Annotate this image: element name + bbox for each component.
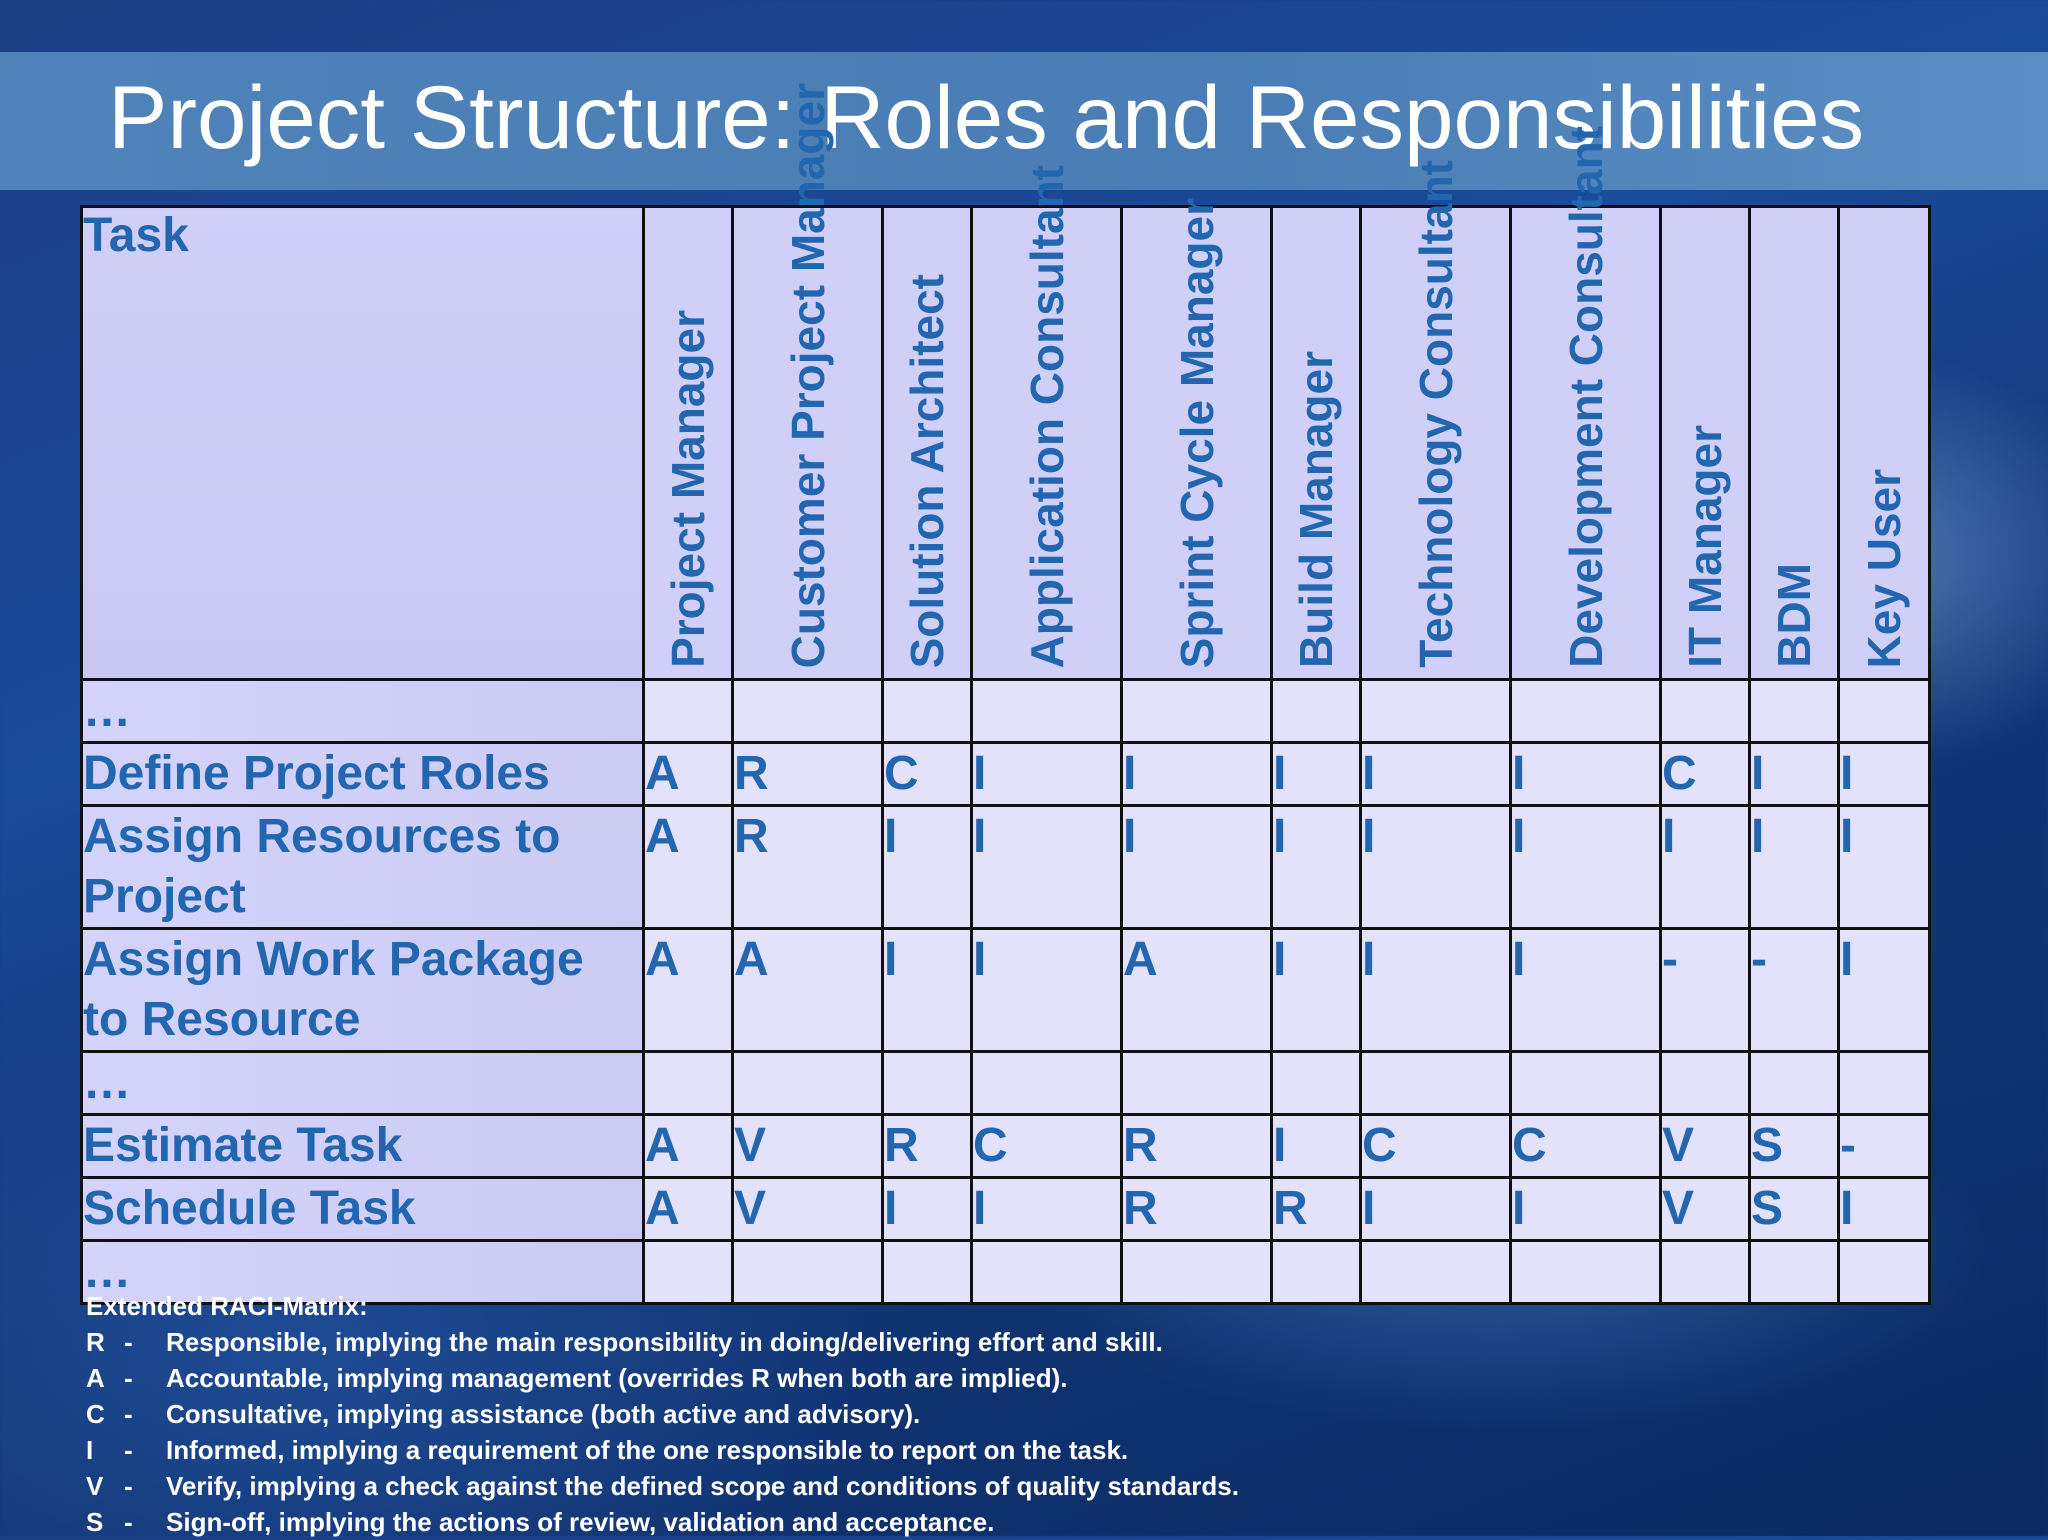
raci-cell: V	[1661, 1115, 1750, 1178]
raci-cell: I	[1122, 806, 1272, 929]
raci-cell: A	[644, 743, 733, 806]
raci-cell	[1361, 680, 1511, 743]
raci-cell	[1839, 1241, 1930, 1304]
raci-cell	[1750, 1052, 1839, 1115]
slide-title: Project Structure: Roles and Responsibilities	[108, 67, 1865, 167]
raci-cell: A	[644, 1115, 733, 1178]
legend-lines	[86, 1324, 1239, 1540]
raci-cell: I	[1839, 743, 1930, 806]
legend-code: R	[86, 1327, 105, 1357]
role-header-solution-architect: Solution Architect	[883, 207, 972, 680]
legend-dash: -	[124, 1435, 133, 1465]
raci-cell: R	[733, 806, 883, 929]
table-row	[82, 1052, 1930, 1115]
raci-cell: C	[1511, 1115, 1661, 1178]
raci-cell: I	[1511, 743, 1661, 806]
raci-cell: C	[883, 743, 972, 806]
raci-cell	[1511, 680, 1661, 743]
role-header-build-manager: Build Manager	[1272, 207, 1361, 680]
raci-cell: I	[972, 806, 1122, 929]
raci-cell: I	[1272, 929, 1361, 1052]
raci-cell: -	[1750, 929, 1839, 1052]
raci-cell	[1122, 680, 1272, 743]
table-row	[82, 680, 1930, 743]
role-header-it-manager: IT Manager	[1661, 207, 1750, 680]
task-name-cell: Assign Resources to Project	[82, 806, 644, 929]
table-row	[82, 743, 1930, 806]
legend-text: Accountable, implying management (overrides R when both are implied).	[166, 1363, 1068, 1393]
matrix-body	[82, 680, 1930, 1304]
raci-cell: R	[1272, 1178, 1361, 1241]
raci-cell	[883, 680, 972, 743]
role-header-sprint-cycle-manager: Sprint Cycle Manager	[1122, 207, 1272, 680]
raci-cell	[1661, 1241, 1750, 1304]
legend-code: A	[86, 1363, 105, 1393]
raci-cell: I	[1661, 806, 1750, 929]
table-row	[82, 929, 1930, 1052]
raci-cell: I	[1750, 743, 1839, 806]
raci-cell: C	[972, 1115, 1122, 1178]
raci-cell: I	[1272, 806, 1361, 929]
raci-cell	[972, 1052, 1122, 1115]
legend-heading: Extended RACI-Matrix:	[86, 1291, 368, 1321]
raci-cell	[883, 1052, 972, 1115]
legend-dash: -	[124, 1399, 133, 1429]
raci-cell	[1839, 680, 1930, 743]
raci-cell	[733, 1052, 883, 1115]
raci-cell	[644, 680, 733, 743]
raci-cell: S	[1750, 1115, 1839, 1178]
raci-cell	[1661, 680, 1750, 743]
table-row	[82, 806, 1930, 929]
raci-cell: I	[972, 743, 1122, 806]
legend-code: S	[86, 1507, 104, 1537]
raci-cell: -	[1661, 929, 1750, 1052]
raci-cell: I	[1272, 1115, 1361, 1178]
role-header-bdm: BDM	[1750, 207, 1839, 680]
raci-cell: I	[1750, 806, 1839, 929]
raci-cell: R	[883, 1115, 972, 1178]
role-header-technology-consultant: Technology Consultant	[1361, 207, 1511, 680]
raci-cell	[1750, 1241, 1839, 1304]
raci-cell: R	[1122, 1178, 1272, 1241]
raci-cell	[733, 680, 883, 743]
raci-cell	[972, 680, 1122, 743]
raci-cell: I	[1122, 743, 1272, 806]
task-name-cell: Estimate Task	[82, 1115, 644, 1178]
task-name-cell: Assign Work Package to Resource	[82, 929, 644, 1052]
raci-cell: I	[1511, 1178, 1661, 1241]
legend-code: C	[86, 1399, 105, 1429]
role-header-application-consultant: Application Consultant	[972, 207, 1122, 680]
legend-code: I	[86, 1435, 94, 1465]
raci-cell: V	[1661, 1178, 1750, 1241]
raci-cell: R	[1122, 1115, 1272, 1178]
raci-cell: C	[1661, 743, 1750, 806]
raci-cell: I	[1361, 743, 1511, 806]
task-name-cell: …	[82, 680, 644, 743]
legend-dash: -	[124, 1363, 133, 1393]
task-name-cell: …	[82, 1052, 644, 1115]
legend-code: V	[86, 1471, 104, 1501]
raci-cell: I	[1839, 806, 1930, 929]
legend-text: Verify, implying a check against the defined scope and conditions of quality standards.	[166, 1471, 1239, 1501]
raci-cell	[1750, 680, 1839, 743]
raci-cell: I	[1511, 806, 1661, 929]
legend-item	[86, 1432, 1239, 1468]
raci-legend	[86, 1288, 1239, 1540]
raci-cell: I	[1272, 743, 1361, 806]
raci-cell: C	[1361, 1115, 1511, 1178]
raci-cell: S	[1750, 1178, 1839, 1241]
legend-item	[86, 1504, 1239, 1540]
raci-cell: I	[1839, 929, 1930, 1052]
raci-cell: I	[1361, 929, 1511, 1052]
legend-text: Informed, implying a requirement of the one responsible to report on the task.	[166, 1435, 1129, 1465]
raci-cell	[1511, 1052, 1661, 1115]
raci-cell: A	[733, 929, 883, 1052]
legend-text: Sign-off, implying the actions of review, validation and acceptance.	[166, 1507, 995, 1537]
raci-cell	[1272, 1052, 1361, 1115]
raci-cell: I	[972, 929, 1122, 1052]
raci-cell	[1661, 1052, 1750, 1115]
raci-cell: I	[1361, 806, 1511, 929]
role-header-key-user: Key User	[1839, 207, 1930, 680]
raci-cell	[1839, 1052, 1930, 1115]
raci-cell: V	[733, 1178, 883, 1241]
raci-cell	[1122, 1052, 1272, 1115]
raci-cell: I	[883, 806, 972, 929]
task-name-cell: …	[82, 1241, 644, 1304]
raci-cell: I	[883, 929, 972, 1052]
raci-cell: A	[1122, 929, 1272, 1052]
legend-dash: -	[124, 1507, 133, 1537]
legend-item	[86, 1396, 1239, 1432]
raci-cell: -	[1839, 1115, 1930, 1178]
raci-cell	[1272, 680, 1361, 743]
task-name-cell: Schedule Task	[82, 1178, 644, 1241]
raci-cell: I	[1511, 929, 1661, 1052]
legend-dash: -	[124, 1327, 133, 1357]
table-row	[82, 1115, 1930, 1178]
task-name-cell: Define Project Roles	[82, 743, 644, 806]
role-header-customer-project-manager: Customer Project Manager	[733, 207, 883, 680]
raci-cell: I	[1361, 1178, 1511, 1241]
table-row	[82, 1178, 1930, 1241]
legend-dash: -	[124, 1471, 133, 1501]
legend-item	[86, 1360, 1239, 1396]
raci-cell	[644, 1052, 733, 1115]
raci-cell: A	[644, 1178, 733, 1241]
legend-text: Consultative, implying assistance (both active and advisory).	[166, 1399, 921, 1429]
legend-item	[86, 1468, 1239, 1504]
raci-cell: A	[644, 929, 733, 1052]
role-header-development-consultant: Development Consultant	[1511, 207, 1661, 680]
raci-cell	[1361, 1052, 1511, 1115]
raci-cell: I	[1839, 1178, 1930, 1241]
legend-item	[86, 1324, 1239, 1360]
raci-cell: I	[972, 1178, 1122, 1241]
raci-cell	[1511, 1241, 1661, 1304]
role-header-project-manager: Project Manager	[644, 207, 733, 680]
raci-cell	[1361, 1241, 1511, 1304]
raci-cell	[1272, 1241, 1361, 1304]
raci-cell: I	[883, 1178, 972, 1241]
raci-cell: A	[644, 806, 733, 929]
raci-cell: V	[733, 1115, 883, 1178]
task-column-header: Task	[82, 207, 644, 680]
legend-text: Responsible, implying the main responsibility in doing/delivering effort and skill.	[166, 1327, 1163, 1357]
raci-cell: R	[733, 743, 883, 806]
